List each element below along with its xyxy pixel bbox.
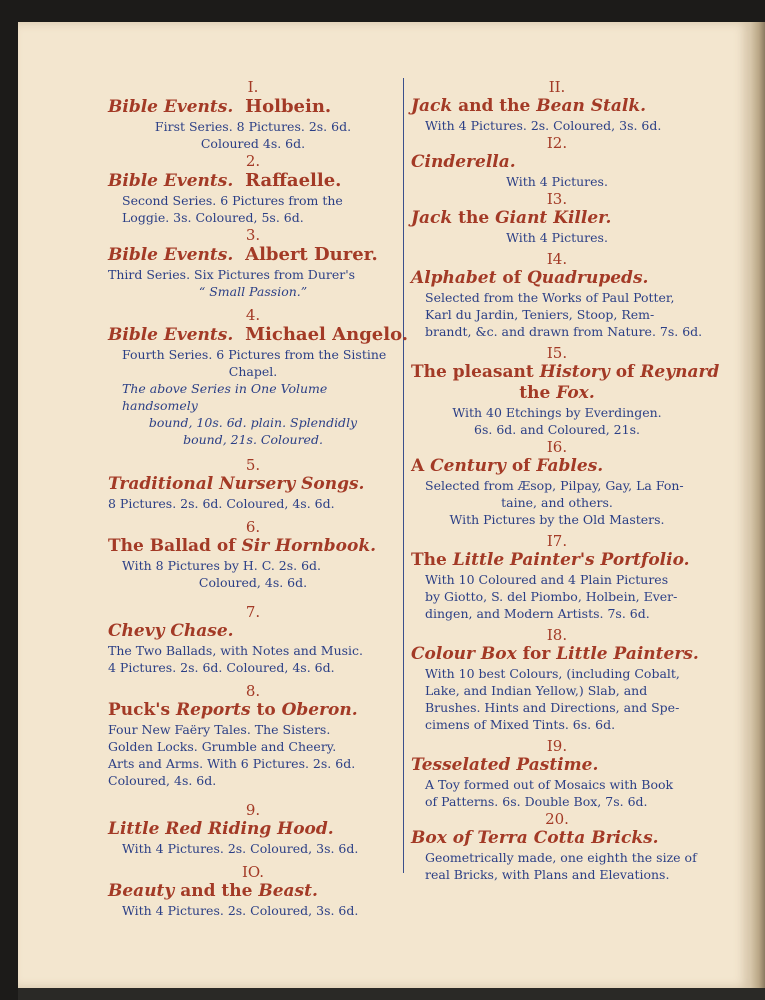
entry-line: Coloured 4s. 6d. — [200, 136, 306, 151]
entry-number: I6. — [546, 438, 568, 456]
entry-title: Traditional Nursery Songs. — [108, 474, 365, 494]
entry-number: 9. — [245, 801, 261, 819]
entry-line: A Toy formed out of Mosaics with Book — [425, 777, 674, 792]
entry-line: Geometrically made, one eighth the size of — [425, 850, 697, 865]
entry-number: I5. — [546, 344, 568, 362]
entry-line: Lake, and Indian Yellow,) Slab, and — [425, 683, 648, 698]
entry-line: bound, 10s. 6d. plain. Splendidly — [148, 415, 358, 430]
entry-line: Selected from Æsop, Pilpay, Gay, La Fon- — [425, 478, 684, 493]
entry-number: II. — [548, 78, 566, 96]
entry-title: Jack the Giant Killer. — [411, 208, 612, 228]
entry-line: Four New Faëry Tales. The Sisters. — [108, 722, 331, 737]
entry-line: The Two Ballads, with Notes and Music. — [108, 643, 364, 658]
entry-number: I7. — [546, 532, 568, 550]
entry-title: Puck's Reports to Oberon. — [108, 700, 358, 720]
entry-line: With 4 Pictures. 2s. Coloured, 3s. 6d. — [425, 118, 662, 133]
entry-line: With 4 Pictures. — [506, 174, 608, 189]
entry-line: 6s. 6d. and Coloured, 21s. — [474, 422, 640, 437]
entry-line: Coloured, 4s. 6d. — [108, 773, 217, 788]
entry-title: Colour Box for Little Painters. — [411, 644, 699, 664]
entry-line: 4 Pictures. 2s. 6d. Coloured, 4s. 6d. — [108, 660, 335, 675]
entry-number: IO. — [241, 863, 265, 881]
entry-title: Bible Events. Michael Angelo. — [108, 324, 409, 345]
entry-number: I8. — [546, 626, 568, 644]
entry-number: I2. — [546, 134, 568, 152]
entry-line: Golden Locks. Grumble and Cheery. — [108, 739, 337, 754]
entry-line: Loggie. 3s. Coloured, 5s. 6d. — [122, 210, 304, 225]
entry-line: Coloured, 4s. 6d. — [198, 575, 308, 590]
entry-line: With 4 Pictures. 2s. Coloured, 3s. 6d. — [122, 841, 359, 856]
entry-number: I4. — [546, 250, 568, 268]
entry-line: Third Series. Six Pictures from Durer's — [108, 267, 356, 282]
left-column — [108, 78, 409, 919]
entry-line: With 4 Pictures. — [506, 230, 608, 245]
entry-line: Brushes. Hints and Directions, and Spe- — [425, 700, 680, 715]
entry-title: The Ballad of Sir Hornbook. — [108, 536, 377, 556]
entry-title: The Little Painter's Portfolio. — [411, 550, 690, 570]
entry-line: cimens of Mixed Tints. 6s. 6d. — [425, 717, 616, 732]
entry-number: I. — [247, 78, 259, 96]
entry-title: Cinderella. — [411, 152, 516, 172]
entry-line: The above Series in One Volume handsomely — [122, 381, 328, 413]
entry-number: 2. — [245, 152, 261, 170]
entry-number: 6. — [245, 518, 261, 536]
entry-line: 8 Pictures. 2s. 6d. Coloured, 4s. 6d. — [108, 496, 335, 511]
entry-line: Arts and Arms. With 6 Pictures. 2s. 6d. — [108, 756, 356, 771]
entry-line: With 10 Coloured and 4 Plain Pictures — [425, 572, 669, 587]
entry-title: Box of Terra Cotta Bricks. — [411, 828, 659, 848]
entry-number: I9. — [546, 737, 568, 755]
entry-line: dingen, and Modern Artists. 7s. 6d. — [425, 606, 650, 621]
entry-title: The pleasant History of Reynard — [411, 362, 720, 382]
entry-line: “ Small Passion.” — [198, 284, 308, 299]
entry-line: Fourth Series. 6 Pictures from the Sistine — [122, 347, 387, 362]
entry-line: bound, 21s. Coloured. — [183, 432, 323, 447]
entry-title: Bible Events. Raffaelle. — [108, 170, 342, 191]
entry-title: Alphabet of Quadrupeds. — [411, 268, 649, 288]
entry-title: Beauty and the Beast. — [108, 881, 318, 901]
entry-number: 20. — [545, 810, 569, 828]
entry-line: Second Series. 6 Pictures from the — [122, 193, 343, 208]
entry-line: With 10 best Colours, (including Cobalt, — [425, 666, 680, 681]
entry-number: 8. — [245, 682, 261, 700]
entry-title: Little Red Riding Hood. — [108, 819, 334, 839]
entry-line: With 4 Pictures. 2s. Coloured, 3s. 6d. — [122, 903, 359, 918]
entry-number: 7. — [245, 603, 261, 621]
entry-line: With Pictures by the Old Masters. — [449, 512, 665, 527]
entry-line: First Series. 8 Pictures. 2s. 6d. — [154, 119, 352, 134]
entry-line: With 8 Pictures by H. C. 2s. 6d. — [122, 558, 322, 573]
entry-line: by Giotto, S. del Piombo, Holbein, Ever- — [425, 589, 678, 604]
page-edge — [750, 22, 765, 988]
entry-title: A Century of Fables. — [411, 456, 604, 476]
entry-line: of Patterns. 6s. Double Box, 7s. 6d. — [425, 794, 648, 809]
entry-title-line-2: the Fox. — [519, 383, 595, 403]
entry-number: 5. — [245, 456, 261, 474]
column-divider — [403, 78, 404, 873]
entry-line: Chapel. — [228, 364, 278, 379]
entry-line: With 40 Etchings by Everdingen. — [452, 405, 662, 420]
right-column — [411, 78, 720, 883]
entry-line: Selected from the Works of Paul Potter, — [425, 290, 675, 305]
entry-title: Jack and the Bean Stalk. — [411, 96, 647, 116]
entry-line: real Bricks, with Plans and Elevations. — [425, 867, 670, 882]
entry-line: Karl du Jardin, Teniers, Stoop, Rem- — [425, 307, 655, 322]
entry-line: brandt, &c. and drawn from Nature. 7s. 6d. — [425, 324, 703, 339]
page-shadow — [18, 988, 765, 1000]
entry-line: taine, and others. — [501, 495, 613, 510]
entry-title: Tesselated Pastime. — [411, 755, 599, 775]
entry-number: 4. — [245, 306, 261, 324]
entry-title: Bible Events. Albert Durer. — [108, 244, 378, 265]
entry-number: 3. — [245, 226, 261, 244]
entry-number: I3. — [546, 190, 568, 208]
entry-title: Chevy Chase. — [108, 621, 234, 641]
entry-title: Bible Events. Holbein. — [108, 96, 332, 117]
